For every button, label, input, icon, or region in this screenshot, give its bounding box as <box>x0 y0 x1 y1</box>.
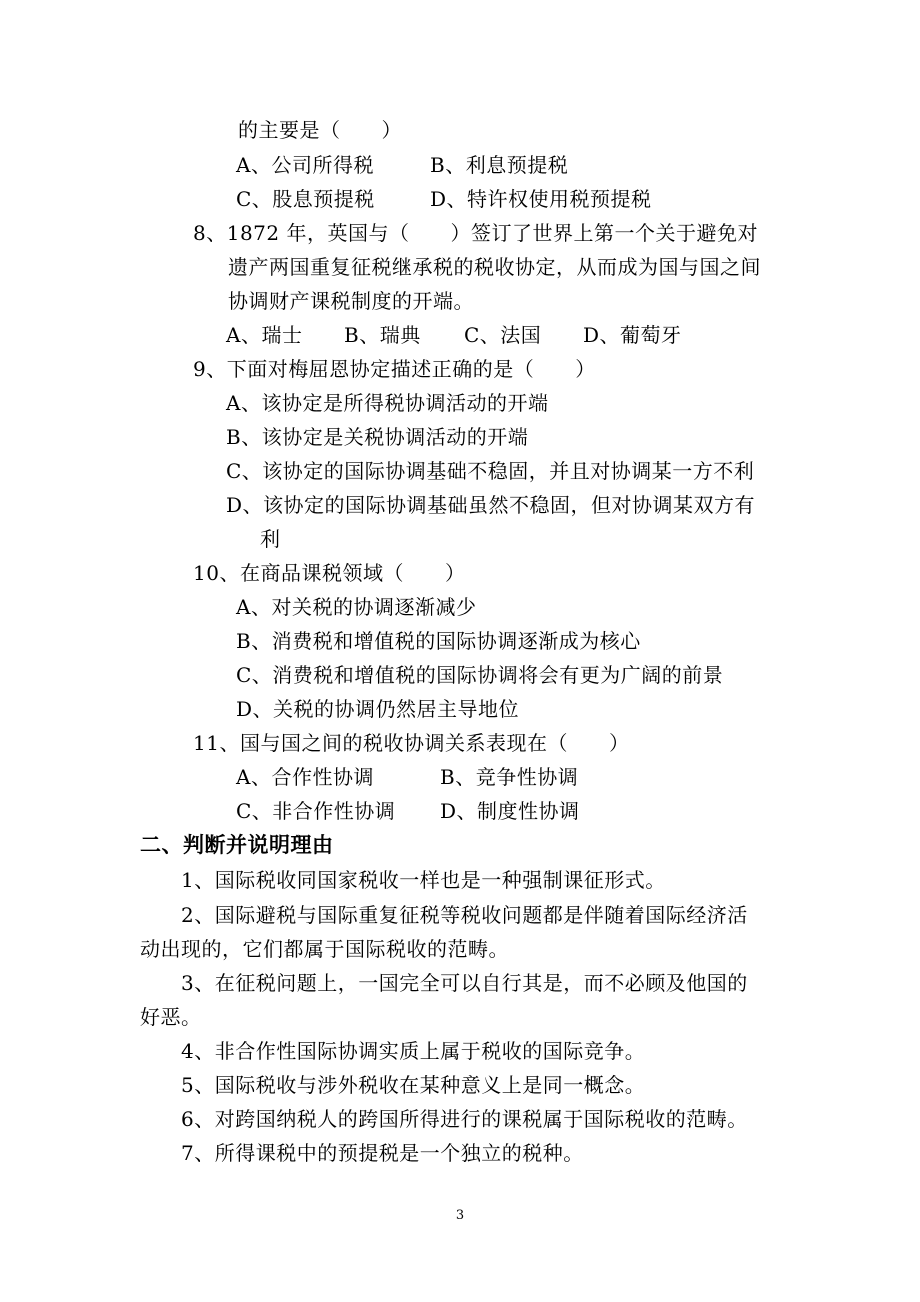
statement-5: 5、国际税收与涉外税收在某种意义上是同一概念。 <box>181 1073 646 1097</box>
q9-stem: 9、下面对梅屈恩协定描述正确的是（ ） <box>193 357 596 381</box>
q8-option-c: C、法国 <box>464 323 542 347</box>
q7-option-c: C、股息预提税 <box>236 187 375 211</box>
q8-option-d: D、葡萄牙 <box>583 323 682 347</box>
q8-stem-line2: 遗产两国重复征税继承税的税收协定，从而成为国与国之间 <box>228 255 761 279</box>
statement-6: 6、对跨国纳税人的跨国所得进行的课税属于国际税收的范畴。 <box>181 1107 748 1131</box>
q10-option-d: D、关税的协调仍然居主导地位 <box>236 697 520 721</box>
q9-option-d-line2: 利 <box>260 527 281 551</box>
page-number: 3 <box>455 1208 465 1223</box>
q10-option-a: A、对关税的协调逐渐减少 <box>236 595 477 619</box>
q11-option-d: D、制度性协调 <box>440 799 580 823</box>
q11-stem: 11、国与国之间的税收协调关系表现在（ ） <box>193 731 630 755</box>
q11-option-a: A、合作性协调 <box>236 765 374 789</box>
q11-option-c: C、非合作性协调 <box>236 799 396 823</box>
q7-option-b: B、利息预提税 <box>430 153 569 177</box>
statement-3-line1: 3、在征税问题上，一国完全可以自行其是，而不必顾及他国的 <box>181 971 748 995</box>
statement-2-line1: 2、国际避税与国际重复征税等税收问题都是伴随着国际经济活 <box>181 903 748 927</box>
q9-option-c: C、该协定的国际协调基础不稳固，并且对协调某一方不利 <box>226 459 755 483</box>
section-heading: 二、判断并说明理由 <box>140 833 334 857</box>
statement-3-line2: 好恶。 <box>140 1005 202 1029</box>
statement-4: 4、非合作性国际协调实质上属于税收的国际竞争。 <box>181 1039 646 1063</box>
q10-option-b: B、消费税和增值税的国际协调逐渐成为核心 <box>236 629 641 653</box>
q8-option-b: B、瑞典 <box>344 323 421 347</box>
q8-stem-line1: 8、1872 年，英国与（ ）签订了世界上第一个关于避免对 <box>193 221 758 245</box>
q9-option-d-line1: D、该协定的国际协调基础虽然不稳固，但对协调某双方有 <box>226 493 756 517</box>
q11-option-b: B、竞争性协调 <box>440 765 579 789</box>
q8-option-a: A、瑞士 <box>226 323 303 347</box>
q9-option-b: B、该协定是关税协调活动的开端 <box>226 425 529 449</box>
q9-option-a: A、该协定是所得税协调活动的开端 <box>226 391 549 415</box>
q10-stem: 10、在商品课税领域（ ） <box>193 561 466 585</box>
q10-option-c: C、消费税和增值税的国际协调将会有更为广阔的前景 <box>236 663 724 687</box>
q8-stem-line3: 协调财产课税制度的开端。 <box>228 289 474 313</box>
q7-stem-continued: 的主要是（ ） <box>238 118 402 142</box>
statement-7: 7、所得课税中的预提税是一个独立的税种。 <box>181 1141 584 1165</box>
q7-option-a: A、公司所得税 <box>236 153 374 177</box>
statement-2-line2: 动出现的，它们都属于国际税收的范畴。 <box>140 937 509 961</box>
q7-option-d: D、特许权使用税预提税 <box>430 187 652 211</box>
statement-1: 1、国际税收同国家税收一样也是一种强制课征形式。 <box>181 868 666 892</box>
